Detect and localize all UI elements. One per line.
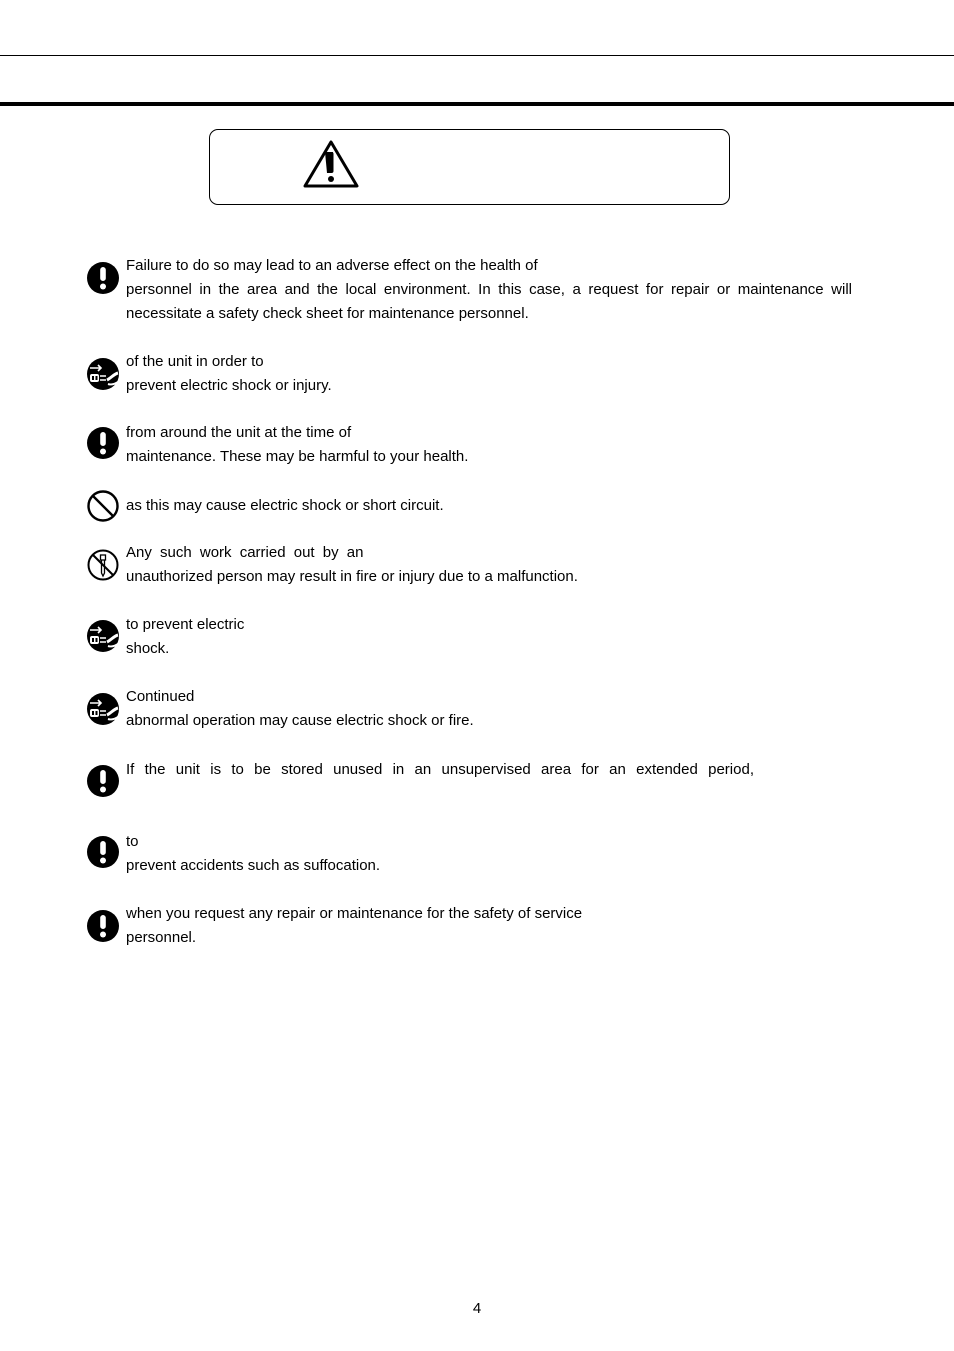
mandatory-exclamation-icon [87,427,119,459]
safety-item-line1: Failure to do so may lead to an adverse effect on the health of [126,257,538,274]
unplug-icon [87,693,119,725]
mandatory-exclamation-icon [87,262,119,294]
page-number: 4 [472,1300,482,1317]
mandatory-exclamation-icon [87,910,119,942]
safety-item-line1: when you request any repair or maintenance for the safety of service [126,905,583,922]
safety-item-body: maintenance. These may be harmful to your health. [126,448,469,465]
no-disassembly-icon [87,549,119,581]
safety-item-body: personnel in the area and the local environment. In this case, a request for repair or maintenance will necessitate a safety check sheet for maintenance personnel. [126,281,852,322]
safety-item-line1: of the unit in order to [126,353,264,370]
mandatory-exclamation-icon [87,836,119,868]
safety-item-line1: as this may cause electric shock or short circuit. [126,497,444,514]
mandatory-exclamation-icon [87,765,119,797]
safety-item-text [126,902,852,950]
safety-item-line1: Any such work carried out by an [126,544,364,561]
safety-item-text [126,421,852,469]
warning-triangle-icon [302,139,360,189]
safety-item-text [126,758,754,782]
safety-item-line1: to [126,833,139,850]
safety-item-body: shock. [126,640,170,657]
safety-item-line1: from around the unit at the time of [126,424,352,441]
safety-item-body: abnormal operation may cause electric shock or fire. [126,712,474,729]
header-rule-thick [0,102,954,106]
safety-item-body: personnel. [126,929,197,946]
safety-item-text [126,254,852,326]
prohibited-icon [87,490,119,522]
safety-item-text [126,541,852,589]
safety-item-line1: to prevent electric [126,616,245,633]
unplug-icon [87,620,119,652]
safety-item-body: prevent accidents such as suffocation. [126,857,381,874]
unplug-icon [87,358,119,390]
safety-item-text [126,613,852,661]
safety-item-body: unauthorized person may result in fire or injury due to a malfunction. [126,568,578,585]
safety-item-line1: Continued [126,688,195,705]
safety-item-line1: If the unit is to be stored unused in an unsupervised area for an extended period, [126,761,754,778]
warning-box [209,129,730,205]
header-rule-thin [0,55,954,56]
safety-item-body: prevent electric shock or injury. [126,377,332,394]
safety-item-text [126,685,852,733]
safety-item-text [126,350,852,398]
safety-item-text [126,494,780,518]
safety-item-text [126,830,852,878]
